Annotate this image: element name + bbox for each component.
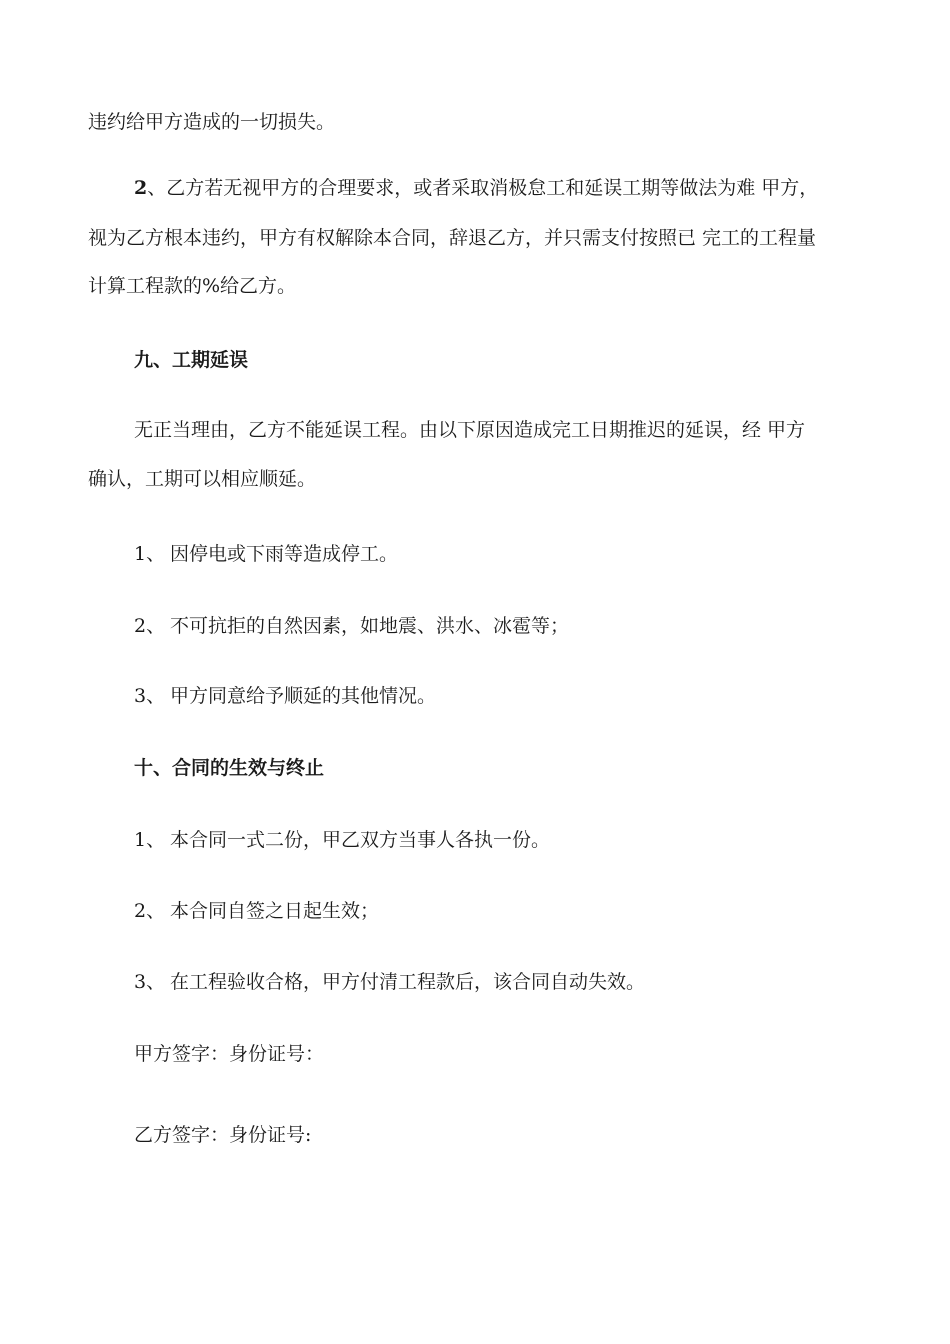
section-10-item-3 [134,970,645,994]
list-number: 1、 [134,829,166,851]
paragraph-2-text: 、乙方若无视甲方的合理要求，或者采取消极怠工和延误工期等做法为难 甲方， [147,177,819,199]
list-number: 1、 [134,543,166,565]
section-9-heading: 九、工期延误 [134,349,249,371]
section-10-item-2 [134,899,379,923]
section-9-item-1 [134,542,398,566]
paragraph-tail: 违约给甲方造成的一切损失。 [88,111,336,133]
list-text: 本合同自签之日起生效； [170,900,380,922]
paragraph-2-line-1 [134,176,818,200]
paragraph-2-line-2: 视为乙方根本违约，甲方有权解除本合同，辞退乙方，并只需支付按照已 完工的工程量 [88,227,817,249]
section-9-item-2 [134,614,569,638]
section-10-item-1 [134,828,550,852]
list-number: 2、 [134,615,166,637]
list-number: 2、 [134,900,166,922]
section-9-item-3 [134,684,436,708]
list-number: 3、 [134,685,166,707]
section-9-intro-line-2: 确认，工期可以相应顺延。 [88,468,317,490]
list-number: 3、 [134,971,166,993]
list-text: 因停电或下雨等造成停工。 [170,543,399,565]
paragraph-2-number: 2 [134,177,148,199]
list-text: 不可抗拒的自然因素，如地震、洪水、冰雹等； [170,615,570,637]
paragraph-2-line-3: 计算工程款的%给乙方。 [88,275,297,297]
signature-party-a: 甲方签字：身份证号： [134,1043,325,1065]
list-text: 本合同一式二份，甲乙双方当事人各执一份。 [170,829,551,851]
section-10-heading: 十、合同的生效与终止 [134,757,325,779]
section-9-intro-line-1: 无正当理由，乙方不能延误工程。由以下原因造成完工日期推迟的延误，经 甲方 [134,419,806,441]
list-text: 甲方同意给予顺延的其他情况。 [170,685,437,707]
list-text: 在工程验收合格，甲方付清工程款后，该合同自动失效。 [170,971,646,993]
signature-party-b: 乙方签字：身份证号: [134,1124,312,1146]
